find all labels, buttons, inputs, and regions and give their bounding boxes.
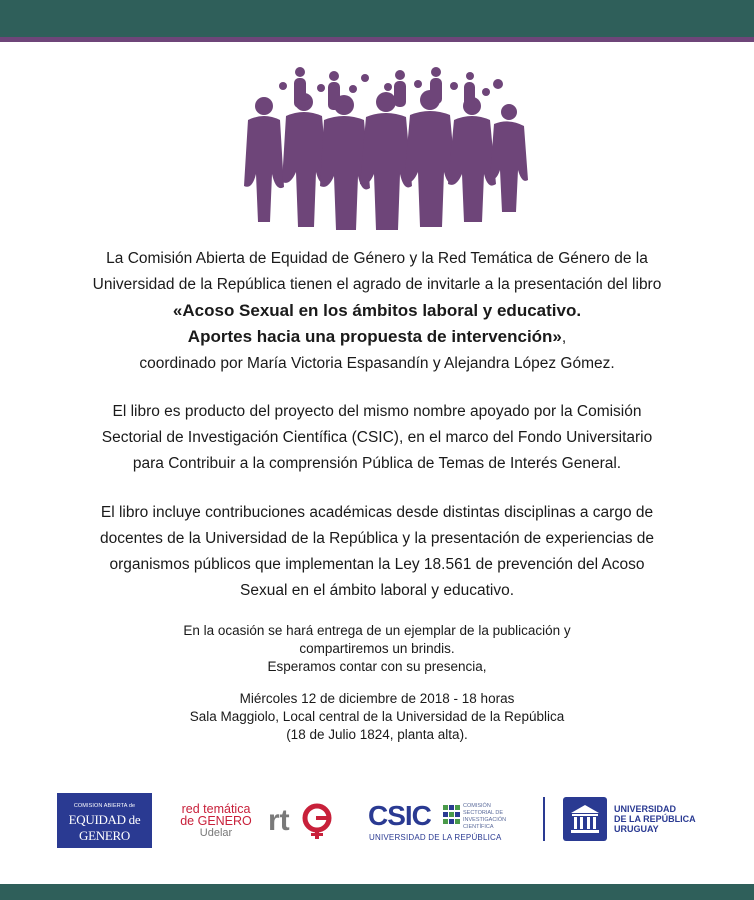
invitation-line: La Comisión Abierta de Equidad de Género y la Red Temática de Género de la [106, 250, 648, 267]
occasion-line: compartiremos un brindis. [299, 641, 455, 656]
logo-divider [543, 797, 545, 841]
red-logo-line2: de GENERO [180, 814, 252, 828]
project-line: Sectorial de Investigación Científica (CSIC), en el marco del Fondo Universitario [101, 429, 653, 446]
project-line: para Contribuir a la comprensión Pública de Temas de Interés General. [132, 455, 622, 472]
rtg-logo [266, 796, 336, 844]
equidad-logo-top: COMISION ABIERTA de [73, 803, 136, 809]
occasion-paragraph [20, 622, 734, 676]
equidad-genero-logo [57, 793, 152, 848]
csic-squares-icon [443, 805, 460, 825]
book-title-line: «Acoso Sexual en los ámbitos laboral y educativo. [172, 301, 582, 320]
contents-line: organismos públicos que implementan la Ley 18.561 de prevención del Acoso [109, 556, 645, 573]
csic-small-line: INVESTIGACIÓN [463, 817, 507, 823]
csic-wordmark: CSIC [368, 800, 431, 831]
svg-text:rt: rt [268, 804, 290, 837]
contents-paragraph [20, 500, 734, 604]
csic-subtitle: UNIVERSIDAD DE LA REPÚBLICA [369, 833, 502, 842]
red-logo-line1: red temática [181, 802, 251, 816]
contents-line: docentes de la Universidad de la República y la presentación de experiencias de [99, 530, 655, 547]
event-date: Miércoles 12 de diciembre de 2018 - 18 horas [239, 691, 515, 706]
university-building-icon [563, 797, 607, 841]
event-address: (18 de Julio 1824, planta alta). [286, 727, 468, 742]
coordinators-line: coordinado por María Victoria Espasandín y Alejandra López Gómez. [139, 355, 615, 372]
book-title-line: Aportes hacia una propuesta de intervención» [187, 327, 562, 346]
contents-line: Sexual en el ámbito laboral y educativo. [240, 582, 514, 599]
occasion-line: En la ocasión se hará entrega de un ejemplar de la publicación y [183, 623, 571, 638]
udelar-line: URUGUAY [614, 824, 659, 834]
csic-small-line: SECTORIAL DE [463, 810, 504, 816]
occasion-line: Esperamos contar con su presencia, [267, 659, 487, 674]
book-title-comma: , [561, 329, 567, 346]
event-venue: Sala Maggiolo, Local central de la Universidad de la República [189, 709, 565, 724]
invitation-line: Universidad de la República tienen el agrado de invitarle a la presentación del libro [92, 276, 662, 293]
top-accent-stripe [0, 37, 754, 42]
red-logo-line3: Udelar [199, 827, 233, 839]
csic-small-text [463, 803, 506, 831]
top-header-bar [0, 0, 754, 37]
udelar-logo [563, 797, 703, 842]
bottom-footer-bar [0, 884, 754, 900]
csic-small-line: CIENTÍFICA [463, 824, 494, 830]
equidad-logo-bottom: EQUIDAD de GENERO [68, 812, 141, 843]
csic-small-line: COMISIÓN [463, 803, 491, 809]
red-tematica-logo [166, 803, 266, 839]
invitation-paragraph [20, 246, 734, 377]
udelar-line: DE LA REPÚBLICA [614, 814, 696, 824]
udelar-wordmark [614, 804, 696, 834]
crowd-silhouette-illustration [236, 62, 532, 232]
event-details [20, 690, 734, 744]
contents-line: El libro incluye contribuciones académicas desde distintas disciplinas a cargo de [100, 504, 654, 521]
udelar-line: UNIVERSIDAD [614, 804, 677, 814]
project-paragraph [20, 399, 734, 477]
project-line: El libro es producto del proyecto del mismo nombre apoyado por la Comisión [112, 403, 642, 420]
csic-logo [368, 800, 518, 845]
